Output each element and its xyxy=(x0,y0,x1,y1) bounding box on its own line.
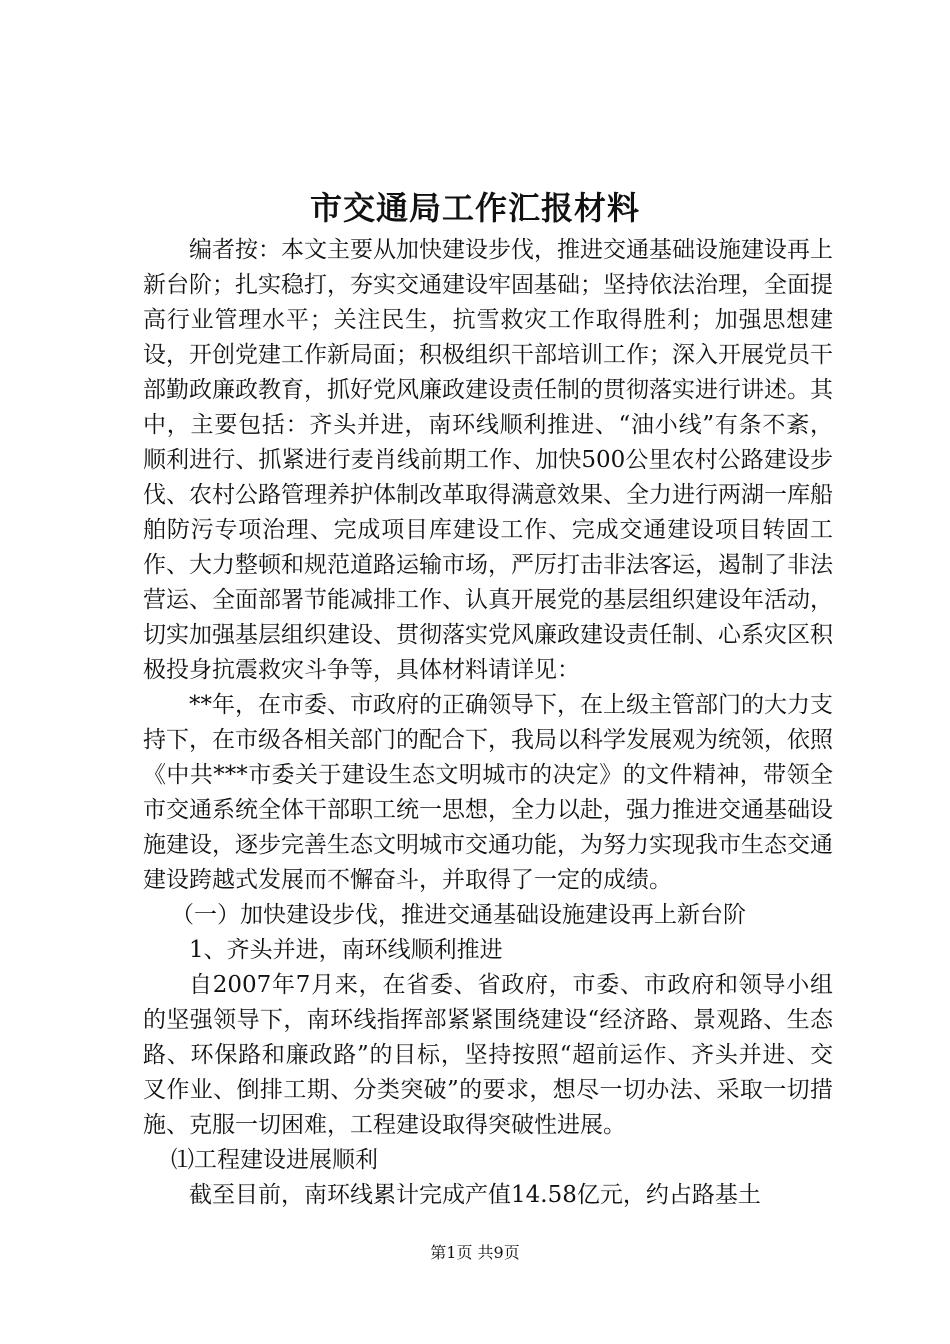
subsection-heading: 1、齐头并进，南环线顺利推进 xyxy=(189,937,503,963)
editor-note-paragraph: 编者按：本文主要从加快建设步伐，推进交通基础设施建设再上新台阶；扎实稳打，夯实交通建设牢固基础；坚持依法治理，全面提高行业管理水平；关注民生，抗雪救灾工作取得胜利；加强思想建设，开创党建工作新局面；积极组织干部培训工作；深入开展党员干部勤政廉政教育，抓好党风廉政建设责任制的贯彻落实进行讲述。其中，主要包括：齐头并进，南环线顺利推进、“油小线”有条不紊，顺利进行、抓紧进行麦肖线前期工作、加快500公里农村公路建设步伐、农村公路管理养护体制改革取得满意效果、全力进行两湖一库船舶防污专项治理、完成项目库建设工作、完成交通建设项目转固工作、大力整顿和规范道路运输市场，严厉打击非法客运，遏制了非法营运、全面部署节能减排工作、认真开展党的基层组织建设年活动，切实加强基层组织建设、贯彻落实党风廉政建设责任制、心系灾区积极投身抗震救灾斗争等，具体材料请详见： xyxy=(143,237,833,683)
document-title: 市交通局工作汇报材料 xyxy=(309,189,640,227)
document-body xyxy=(143,233,833,1213)
section-heading: （一）加快建设步伐，推进交通基础设施建设再上新台阶 xyxy=(171,902,746,928)
item-heading: ⑴工程建设进展顺利 xyxy=(171,1147,378,1173)
intro-paragraph: **年，在市委、市政府的正确领导下，在上级主管部门的大力支持下，在市级各相关部门的配合下，我局以科学发展观为统领，依照《中共***市委关于建设生态文明城市的决定》的文件精神，带领全市交通系统全体干部职工统一思想，全力以赴，强力推进交通基础设施建设，逐步完善生态文明城市交通功能，为努力实现我市生态交通建设跨越式发展而不懈奋斗，并取得了一定的成绩。 xyxy=(143,692,833,893)
body-paragraph-continued: 截至目前，南环线累计完成产值14.58亿元，约占路基土 xyxy=(189,1182,761,1208)
page-footer: 第1页 共9页 xyxy=(430,1243,520,1262)
body-paragraph: 自2007年7月来，在省委、省政府，市委、市政府和领导小组的坚强领导下，南环线指挥部紧紧围绕建设“经济路、景观路、生态路、环保路和廉政路”的目标，坚持按照“超前运作、齐头并进、交叉作业、倒排工期、分类突破”的要求，想尽一切办法、采取一切措施、克服一切困难，工程建设取得突破性进展。 xyxy=(143,972,833,1138)
